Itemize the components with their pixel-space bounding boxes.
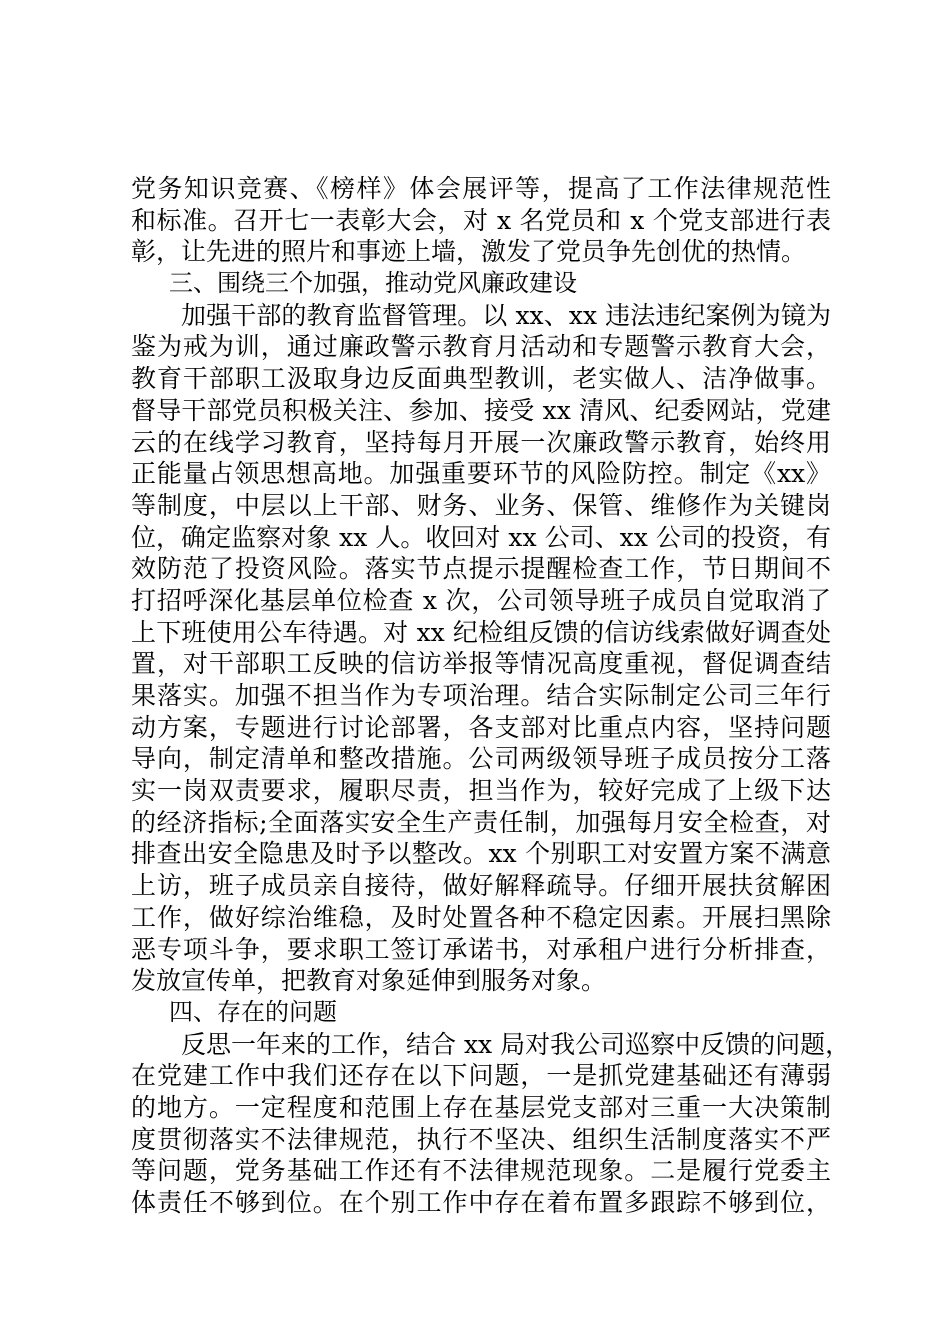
text-line: 导向，制定清单和整改措施。公司两级领导班子成员按分工落 — [131, 744, 831, 774]
text-line: 工作，做好综治维稳，及时处置各种不稳定因素。开展扫黑除 — [131, 902, 831, 932]
text-line: 加强干部的教育监督管理。以 xx、xx 违法违纪案例为镜为 — [181, 300, 831, 330]
text-line: 度贯彻落实不法律规范，执行不坚决、组织生活制度落实不严 — [131, 1124, 831, 1154]
text-line: 等问题，党务基础工作还有不法律规范现象。二是履行党委主 — [131, 1156, 831, 1186]
text-line: 置，对干部职工反映的信访举报等情况高度重视，督促调查结 — [131, 649, 831, 679]
paragraph-party-activities — [131, 173, 831, 268]
text-line: 教育干部职工汲取身边反面典型教训，老实做人、洁净做事。 — [131, 364, 831, 394]
text-line: 位，确定监察对象 xx 人。收回对 xx 公司、xx 公司的投资，有 — [131, 522, 831, 552]
paragraph-clean-governance — [131, 300, 831, 997]
text-line: 体责任不够到位。在个别工作中存在着布置多跟踪不够到位， — [131, 1188, 831, 1217]
text-line: 的地方。一定程度和范围上存在基层党支部对三重一大决策制 — [131, 1092, 831, 1122]
text-line: 等制度，中层以上干部、财务、业务、保管、维修作为关键岗 — [131, 490, 831, 520]
text-line: 排查出安全隐患及时予以整改。xx 个别职工对安置方案不满意 — [131, 839, 831, 869]
text-line: 果落实。加强不担当作为专项治理。结合实际制定公司三年行 — [131, 681, 831, 710]
text-line: 发放宣传单，把教育对象延伸到服务对象。 — [131, 966, 607, 996]
text-line: 反思一年来的工作，结合 xx 局对我公司巡察中反馈的问题， — [181, 1029, 851, 1059]
text-line: 动方案，专题进行讨论部署，各支部对比重点内容，坚持问题 — [131, 712, 831, 742]
text-line: 打招呼深化基层单位检查 x 次，公司领导班子成员自觉取消了 — [131, 585, 831, 615]
text-line: 在党建工作中我们还存在以下问题，一是抓党建基础还有薄弱 — [131, 1061, 831, 1091]
section-heading-3: 三、围绕三个加强，推动党风廉政建设 — [169, 269, 577, 298]
text-line: 和标准。召开七一表彰大会，对 x 名党员和 x 个党支部进行表 — [131, 205, 831, 235]
text-line: 实一岗双责要求，履职尽责，担当作为，较好完成了上级下达 — [131, 776, 831, 806]
text-line: 彰，让先进的照片和事迹上墙，激发了党员争先创优的热情。 — [131, 237, 807, 267]
text-line: 党务知识竞赛、《榜样》体会展评等，提高了工作法律规范性 — [131, 174, 831, 203]
text-line: 鉴为戒为训，通过廉政警示教育月活动和专题警示教育大会， — [131, 332, 831, 362]
text-line: 上访，班子成员亲自接待，做好解释疏导。仔细开展扶贫解困 — [131, 871, 831, 901]
document-body — [131, 173, 851, 1219]
text-line: 上下班使用公车待遇。对 xx 纪检组反馈的信访线索做好调查处 — [131, 617, 831, 647]
paragraph-existing-problems — [131, 1029, 851, 1219]
text-line: 的经济指标;全面落实安全生产责任制，加强每月安全检查，对 — [131, 807, 831, 837]
text-line: 效防范了投资风险。落实节点提示提醒检查工作，节日期间不 — [131, 554, 831, 584]
section-heading-4: 四、存在的问题 — [169, 997, 337, 1026]
text-line: 恶专项斗争，要求职工签订承诺书，对承租户进行分析排查， — [131, 934, 831, 964]
text-line: 正能量占领思想高地。加强重要环节的风险防控。制定《xx》 — [131, 459, 831, 489]
text-line: 云的在线学习教育，坚持每月开展一次廉政警示教育，始终用 — [131, 427, 831, 457]
text-line: 督导干部党员积极关注、参加、接受 xx 清风、纪委网站，党建 — [131, 395, 831, 425]
